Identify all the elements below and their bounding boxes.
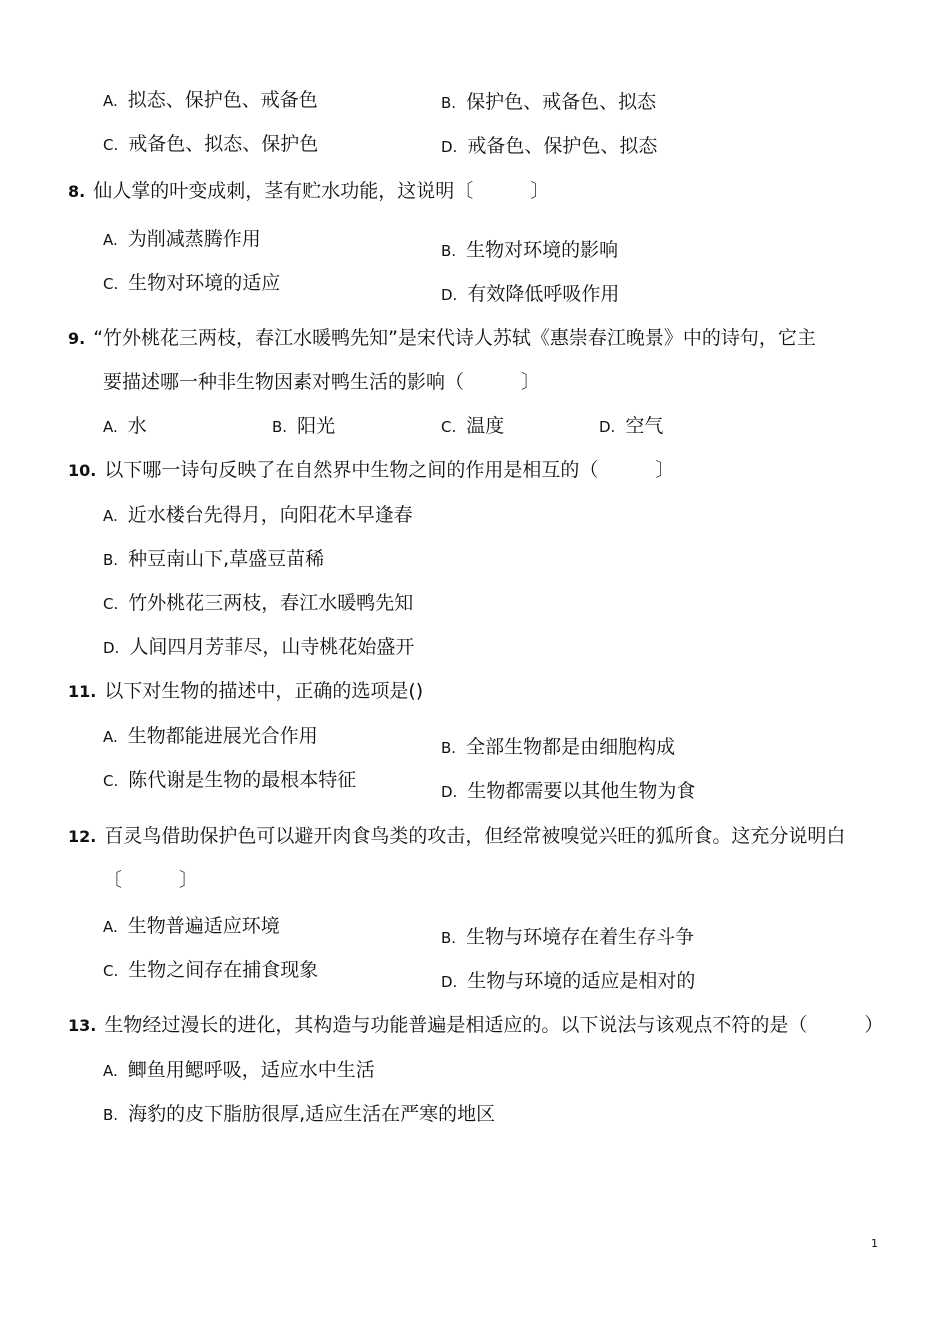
option-label: A. [103,418,118,436]
q11-option-c [103,771,356,790]
option-label: D. [599,418,616,436]
option-label: A. [103,92,118,110]
question-text: 以下对生物的描述中，正确的选项是() [104,680,424,702]
option-text: 海豹的皮下脂肪很厚,适应生活在严寒的地区 [128,1103,496,1125]
q8-option-b [441,241,618,260]
option-text: 水 [127,415,147,437]
q9-stem [68,329,816,348]
question-number: 12. [68,827,97,846]
option-label: B. [272,418,288,436]
q12-option-d [441,972,695,991]
option-label: D. [441,286,458,304]
option-label: B. [441,929,457,947]
option-label: A. [103,728,118,746]
option-text: 阳光 [297,415,336,437]
q11-option-d [441,782,695,801]
option-text: 全部生物都是由细胞构成 [466,736,676,758]
q9-option-c [441,417,504,436]
option-label: A. [103,918,118,936]
option-text: 生物对环境的影响 [466,239,619,261]
option-label: C. [103,136,119,154]
option-label: D. [103,639,120,657]
option-text: 拟态、保护色、戒备色 [127,89,318,111]
q8-option-a [103,230,261,249]
option-text: 生物之间存在捕食现象 [128,959,319,981]
question-text: 生物经过漫长的进化，其构造与功能普遍是相适应的。以下说法与该观点不符的是（ ） [104,1014,884,1036]
q8-option-c [103,274,280,293]
option-text: 种豆南山下,草盛豆苗稀 [128,548,325,570]
q8-option-d [441,285,619,304]
option-text: 有效降低呼吸作用 [467,283,620,305]
option-label: A. [103,507,118,525]
q7-option-c [103,135,318,154]
q9-option-b [272,417,335,436]
option-label: C. [103,275,119,293]
option-text: 近水楼台先得月，向阳花木早逢春 [127,504,413,526]
page-number: 1 [871,1237,878,1250]
question-number: 13. [68,1016,97,1035]
question-number: 10. [68,461,97,480]
option-text: 为削减蒸腾作用 [127,228,261,250]
q9-stem-continued [103,373,540,392]
option-label: C. [441,418,457,436]
option-text: 生物与环境的适应是相对的 [467,970,696,992]
option-label: C. [103,772,119,790]
option-text: 生物对环境的适应 [128,272,281,294]
q11-option-a [103,727,318,746]
option-label: B. [441,94,457,112]
question-text: 仙人掌的叶变成刺，茎有贮水功能，这说明〔 〕 [93,180,550,202]
q11-option-b [441,738,675,757]
option-text: 温度 [466,415,505,437]
option-label: B. [103,551,119,569]
option-text: 生物普遍适应环境 [127,915,280,937]
option-text: 人间四月芳菲尽，山寺桃花始盛开 [129,636,415,658]
option-label: D. [441,138,458,156]
option-label: B. [441,242,457,260]
question-text: “竹外桃花三两枝，春江水暖鸭先知”是宋代诗人苏轼《惠崇春江晚景》中的诗句，它主 [93,327,816,349]
option-label: D. [441,973,458,991]
option-text: 鲫鱼用鳃呼吸，适应水中生活 [127,1059,375,1081]
q7-option-b [441,93,656,112]
option-text: 保护色、戒备色、拟态 [466,91,657,113]
q9-option-d [599,417,663,436]
q12-option-a [103,917,280,936]
q13-option-a [103,1061,375,1080]
option-label: B. [103,1106,119,1124]
option-label: C. [103,962,119,980]
q12-option-c [103,961,318,980]
q10-option-a [103,506,413,525]
question-text: 要描述哪一种非生物因素对鸭生活的影响（ 〕 [103,371,541,393]
q12-option-b [441,928,694,947]
option-text: 生物与环境存在着生存斗争 [466,926,695,948]
option-label: D. [441,783,458,801]
option-label: A. [103,1062,118,1080]
option-label: A. [103,231,118,249]
q9-option-a [103,417,147,436]
question-number: 11. [68,682,97,701]
question-number: 9. [68,329,86,348]
q8-stem [68,182,549,201]
q12-stem [68,827,845,846]
q13-stem [68,1016,883,1035]
question-text: 以下哪一诗句反映了在自然界中生物之间的作用是相互的（ 〕 [104,459,675,481]
option-text: 戒备色、保护色、拟态 [467,135,658,157]
question-number: 8. [68,182,86,201]
q13-option-b [103,1105,495,1124]
option-label: B. [441,739,457,757]
q11-stem [68,682,423,701]
question-text: 〔 〕 [103,869,199,891]
option-text: 竹外桃花三两枝，春江水暖鸭先知 [128,592,414,614]
option-label: C. [103,595,119,613]
option-text: 陈代谢是生物的最根本特征 [128,769,357,791]
q10-option-b [103,550,324,569]
question-text: 百灵鸟借助保护色可以避开肉食鸟类的攻击，但经常被嗅觉兴旺的狐所食。这充分说明白 [104,825,846,847]
option-text: 戒备色、拟态、保护色 [128,133,319,155]
q10-stem [68,461,674,480]
q10-option-c [103,594,413,613]
q7-option-d [441,137,657,156]
q10-option-d [103,638,414,657]
option-text: 空气 [625,415,664,437]
q7-option-a [103,91,318,110]
q12-stem-continued [103,871,198,890]
option-text: 生物都能进展光合作用 [127,725,318,747]
option-text: 生物都需要以其他生物为食 [467,780,696,802]
